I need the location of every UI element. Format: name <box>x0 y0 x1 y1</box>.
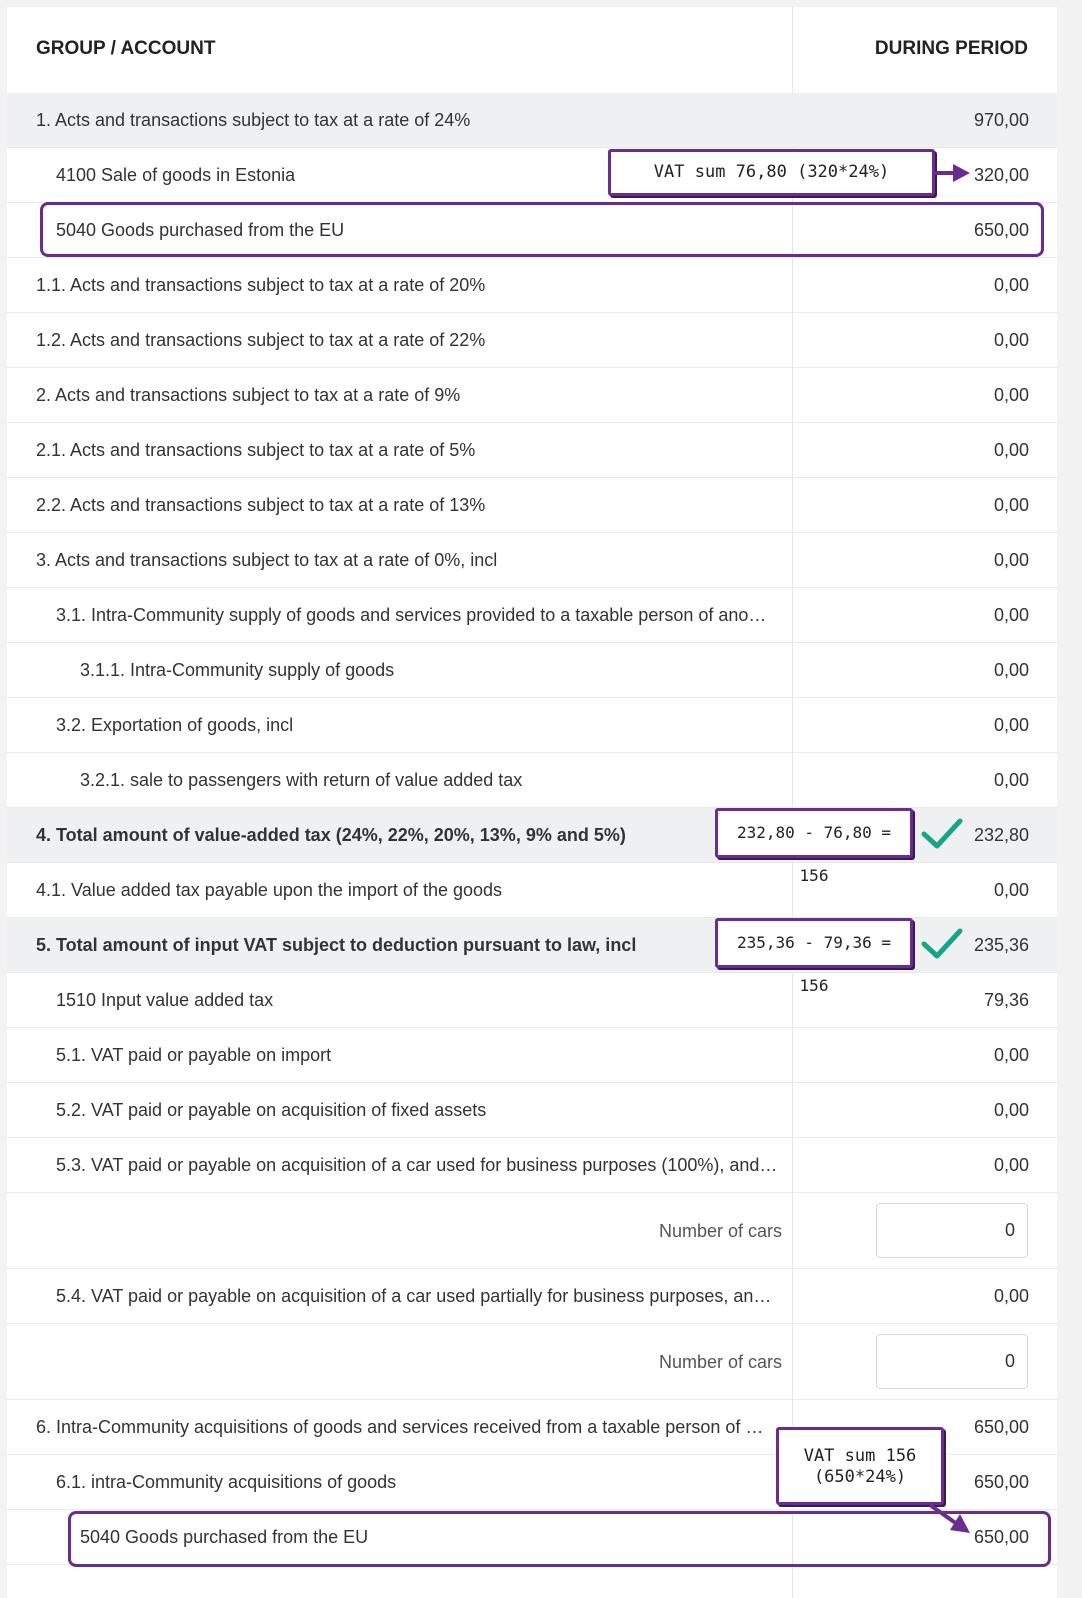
row-label: 5040 Goods purchased from the EU <box>80 1527 369 1547</box>
row-label: 4100 Sale of goods in Estonia <box>56 165 296 185</box>
callout-text: VAT sum 76,80 (320*24%) <box>653 162 890 182</box>
group-account-header: GROUP / ACCOUNT <box>36 38 216 59</box>
row-label: 1. Acts and transactions subject to tax at a rate of 24% <box>36 110 471 130</box>
row-label: 2.2. Acts and transactions subject to tax at a rate of 13% <box>36 495 486 515</box>
callout-text: 232,80 - 76,80 = 156 <box>736 823 892 885</box>
row-label: 1.1. Acts and transactions subject to tax at a rate of 20% <box>36 275 486 295</box>
row-value: 320,00 <box>973 165 1029 185</box>
row-label: 3.1. Intra-Community supply of goods and services provided to a taxable person of ano… <box>56 605 767 625</box>
callout-text: 235,36 - 79,36 = 156 <box>736 933 892 995</box>
row-label: 5.4. VAT paid or payable on acquisition of a car used partially for business purposes, an… <box>56 1286 772 1306</box>
row-value: 650,00 <box>973 1527 1029 1547</box>
row-label: 1510 Input value added tax <box>56 990 274 1010</box>
row-value: 0,00 <box>993 440 1029 460</box>
row-label: 5.3. VAT paid or payable on acquisition of a car used for business purposes (100%), and… <box>56 1155 778 1175</box>
check-icon <box>924 821 960 846</box>
row-value: 0,00 <box>993 385 1029 405</box>
row-label: 3. Acts and transactions subject to tax at a rate of 0%, incl <box>36 550 498 570</box>
row-label: 2.1. Acts and transactions subject to tax at a rate of 5% <box>36 440 476 460</box>
row-label: 5. Total amount of input VAT subject to deduction pursuant to law, incl <box>36 935 637 955</box>
arrow-down-right-icon <box>930 1505 970 1533</box>
row-value: 79,36 <box>983 990 1029 1010</box>
check-icon <box>924 931 960 956</box>
row-value: 650,00 <box>973 1417 1029 1437</box>
row-label: 1.2. Acts and transactions subject to tax at a rate of 22% <box>36 330 486 350</box>
row-label: 5.1. VAT paid or payable on import <box>56 1045 332 1065</box>
row-label: 6. Intra-Community acquisitions of goods and services received from a taxable person of … <box>36 1417 764 1437</box>
row-value: 0,00 <box>993 550 1029 570</box>
callout-text-line2: (650*24%) <box>813 1467 907 1487</box>
row-value: 0,00 <box>993 495 1029 515</box>
row-label: 5.2. VAT paid or payable on acquisition of fixed assets <box>56 1100 487 1120</box>
row-value: 0,00 <box>993 275 1029 295</box>
row-value: 650,00 <box>973 220 1029 240</box>
arrow-right-icon <box>935 164 970 182</box>
row-value: 970,00 <box>973 110 1029 130</box>
row-value: 0,00 <box>993 1100 1029 1120</box>
row-value: 235,36 <box>973 935 1029 955</box>
row-label: 4.1. Value added tax payable upon the import of the goods <box>36 880 503 900</box>
callout-text-line1: VAT sum 156 <box>803 1446 917 1466</box>
row-value: 0,00 <box>993 715 1029 735</box>
row-label: 3.2. Exportation of goods, incl <box>56 715 294 735</box>
row-value: 0,00 <box>993 1286 1029 1306</box>
row-label: 6.1. intra-Community acquisitions of goods <box>56 1472 397 1492</box>
row-value: 0,00 <box>993 660 1029 680</box>
row-label: 3.2.1. sale to passengers with return of value added tax <box>80 770 523 790</box>
during-period-header: DURING PERIOD <box>874 38 1028 59</box>
row-value: 0,00 <box>993 605 1029 625</box>
row-value: 0,00 <box>993 770 1029 790</box>
number-of-cars-label: Number of cars <box>658 1352 782 1372</box>
row-value: 650,00 <box>973 1472 1029 1492</box>
row-value: 0,00 <box>993 1045 1029 1065</box>
number-of-cars-label: Number of cars <box>658 1221 782 1241</box>
row-label: 5040 Goods purchased from the EU <box>56 220 345 240</box>
row-value: 0,00 <box>993 880 1029 900</box>
row-label: 4. Total amount of value-added tax (24%, 22%, 20%, 13%, 9% and 5%) <box>36 825 626 845</box>
row-label: 3.1.1. Intra-Community supply of goods <box>80 660 395 680</box>
row-value: 232,80 <box>973 825 1029 845</box>
row-value: 0,00 <box>993 330 1029 350</box>
row-value: 0,00 <box>993 1155 1029 1175</box>
row-label: 2. Acts and transactions subject to tax at a rate of 9% <box>36 385 461 405</box>
